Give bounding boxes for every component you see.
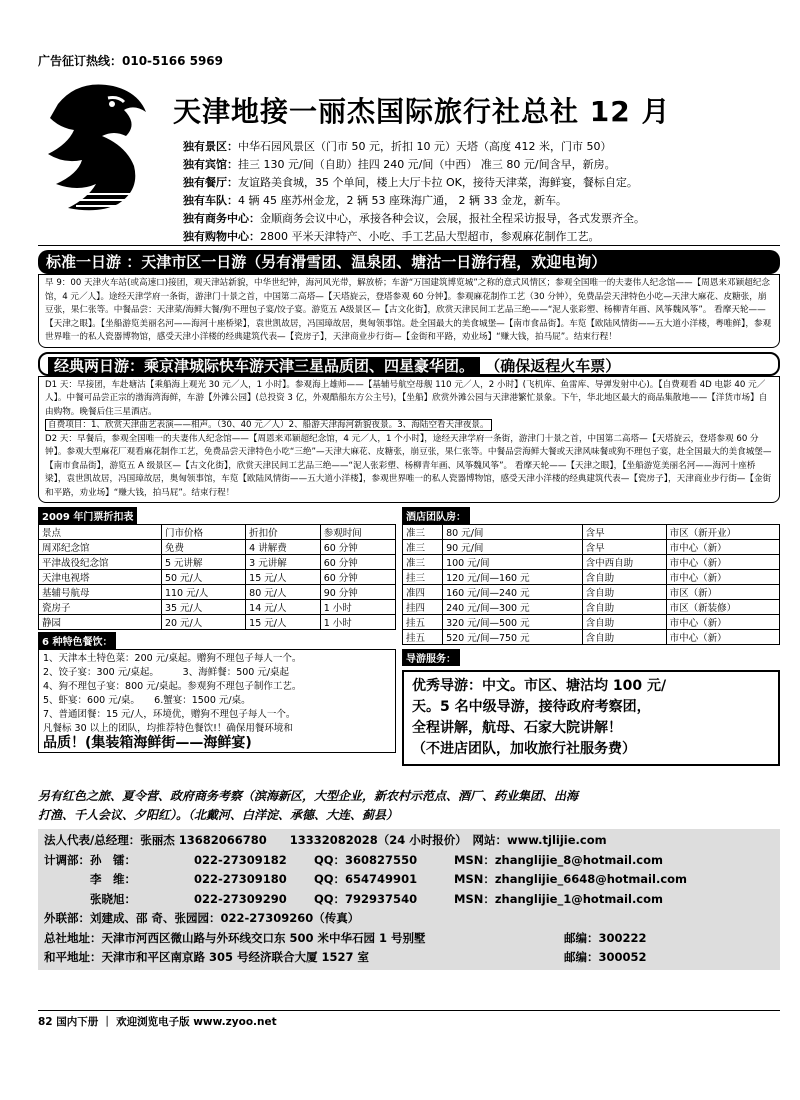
list-item: 7、普通团餐：15 元/人，环境优，赠狗不理包子每人一个。 [43, 709, 296, 720]
text-segment: 中华石园风景区（门市 50 元，折扣 10 元）天塔（高度 412 米，门市 50） [238, 140, 612, 153]
table-cell: 90 元/间 [443, 540, 583, 555]
day1-text: D1 天：早接团，车赴塘沽【乘船海上观光 30 元／人，1 小时】。参观海上雄师——【基辅号航空母舰 110 元／人，2 小时】(飞机库、鱼雷库、导弹发射中心)。【自费观看 4D 电影 40 元／人】。中餐可品尝正宗的渤海湾海鲜，车游【外滩公园】(总投资 3 亿，外观酷船东方公主号)，【坐船】欣赏外滩公园与天津港繁忙景象。下午，华北地区最大的商品集散地——【洋货市场】自由购物。晚餐后住三星酒店。 [45, 379, 768, 417]
table-cell: 含中西自助 [582, 555, 666, 570]
table-header-row [39, 525, 396, 540]
table-cell: 瓷房子 [39, 600, 162, 615]
two-day-tour-title [38, 352, 780, 376]
text-segment: 独有购物中心： [183, 230, 260, 243]
one-day-tour-title: 标准一日游 ：天津市区一日游（另有滑雪团、温泉团、塘沽一日游行程，欢迎电询） [38, 250, 780, 274]
table-cell: 平津战役纪念馆 [39, 555, 162, 570]
feature-fleet [183, 192, 773, 208]
text-segment: 022-27309182 [194, 852, 287, 867]
table-cell: 4 讲解费 [246, 540, 321, 555]
table-row [39, 600, 396, 615]
dragon-logo-icon [38, 74, 158, 214]
header [38, 68, 780, 246]
table-cell: 含早 [582, 525, 666, 540]
text-segment: 计调部：孙 镭： [44, 852, 136, 867]
table-cell: 含自助 [582, 600, 666, 615]
text-segment: 和平地址：天津市和平区南京路 305 号经济联合大厦 1527 室 [44, 950, 370, 964]
list-item: 凡餐标 30 以上的团队，均推荐特色餐饮!！确保用餐环境和 [43, 723, 293, 734]
table-row [39, 585, 396, 600]
table-cell: 准三 [403, 525, 443, 540]
page-footer: 82 国内下册 ｜ 欢迎浏览电子版 www.zyoo.net [38, 1010, 780, 1029]
table-cell: 市区（新装修） [666, 600, 779, 615]
table-row [403, 600, 780, 615]
text-segment: MSN：zhanglijie_1@hotmail.com [454, 891, 664, 906]
ad-hotline: 广告征订热线：010-5166 5969 [38, 54, 224, 68]
planner-row [44, 870, 774, 890]
planner-row [44, 890, 774, 910]
text-segment: 独有景区： [183, 140, 238, 153]
table-row [403, 585, 780, 600]
left-column [38, 507, 396, 777]
table-cell: 含早 [582, 540, 666, 555]
list-item: 2、饺子宴：300 元/桌起。 3、海鲜餐：500 元/桌起 [43, 667, 290, 678]
other-services [38, 787, 780, 825]
meals-list [38, 649, 396, 753]
text-segment: 022-27309290 [194, 891, 287, 906]
text-segment: 2800 平米天津特产、小吃、手工艺品大型超市，参观麻花制作工艺。 [260, 230, 600, 243]
two-day-tour-body [38, 376, 780, 504]
guide-line: （不进店团队，加收旅行社服务费） [412, 741, 636, 757]
text-segment: 独有餐厅： [183, 176, 238, 189]
text-segment: 4 辆 45 座苏州金龙，2 辆 53 座珠海广通， 2 辆 33 金龙，新车。 [238, 194, 567, 207]
table-cell: 3 元讲解 [246, 555, 321, 570]
feature-shopping [183, 228, 773, 244]
header-cell: 参观时间 [320, 525, 395, 540]
outreach: 外联部：刘建成、邵 奇、张园园：022-27309260（传真） [44, 911, 360, 925]
table-cell: 准四 [403, 585, 443, 600]
text-segment: QQ：654749901 [314, 872, 418, 886]
one-day-tour-body [38, 274, 780, 348]
other-line: 打渔、千人会议、夕阳红）。（北戴河、白洋淀、承德、大连、蓟县） [38, 808, 399, 822]
text-segment: MSN：zhanglijie_8@hotmail.com [454, 852, 664, 867]
table-cell: 15 元/人 [246, 570, 321, 585]
table-cell: 60 分钟 [320, 555, 395, 570]
table-cell: 免费 [161, 540, 245, 555]
table-cell: 100 元/间 [443, 555, 583, 570]
guide-box [402, 670, 780, 766]
table-cell: 市中心（新） [666, 630, 779, 645]
table-row [39, 615, 396, 630]
branch-address [44, 948, 774, 968]
table-cell: 520 元/间—750 元 [443, 630, 583, 645]
right-column [402, 507, 780, 777]
text-segment: 友谊路美食城，35 个单间，楼上大厅卡拉 OK，接待天津菜，海鲜宴，餐标自定。 [238, 176, 638, 189]
page [38, 52, 780, 970]
two-day-tour-title-main: 经典两日游：乘京津城际快车游天津三星品质团、四星豪华团。 [48, 357, 480, 375]
table-cell: 110 元/人 [161, 585, 245, 600]
table-cell: 含自助 [582, 585, 666, 600]
table-cell: 240 元/间—300 元 [443, 600, 583, 615]
table-cell: 市中心（新） [666, 615, 779, 630]
two-day-tour-title-note: （确保返程火车票） [485, 356, 621, 375]
table-cell: 挂四 [403, 600, 443, 615]
table-cell: 80 元/人 [246, 585, 321, 600]
table-cell: 含自助 [582, 630, 666, 645]
list-item: 5、虾宴：600 元/桌。 6.蟹宴：1500 元/桌。 [43, 695, 251, 706]
text-segment: 金顺商务会议中心，承接各种会议，会展，报社全程采访报导，各式发票齐全。 [260, 212, 645, 225]
table-cell: 90 分钟 [320, 585, 395, 600]
table-cell: 15 元/人 [246, 615, 321, 630]
table-cell: 5 元讲解 [161, 555, 245, 570]
text-segment: 挂三 130 元/间（自助）挂四 240 元/间（中西） 准三 80 元/间含早，新房。 [238, 158, 616, 171]
table-cell: 挂五 [403, 615, 443, 630]
feature-scenic [183, 138, 773, 154]
table-cell: 80 元/间 [443, 525, 583, 540]
page-title: 天津地接一丽杰国际旅行社总社 12 月 [173, 95, 671, 128]
feature-hotel [183, 156, 773, 172]
feature-restaurant [183, 174, 773, 190]
list-item: 1、天津本土特色菜：200 元/桌起。赠狗不理包子每人一个。 [43, 653, 302, 664]
table-row [403, 555, 780, 570]
other-line: 另有红色之旅、夏令营、政府商务考察（滨海新区，大型企业，新农村示范点、酒厂、药业集团、出海 [38, 789, 579, 803]
hq-address [44, 929, 774, 949]
hotel-table [402, 524, 780, 645]
table-cell: 1 小时 [320, 600, 395, 615]
text-segment: 总社地址：天津市河西区微山路与外环线交口东 500 米中华石园 1 号别墅 [44, 930, 426, 945]
text-segment: 邮编：300222 [564, 930, 647, 945]
text-segment: 独有宾馆： [183, 158, 238, 171]
lower-section [38, 507, 780, 777]
table-cell: 准三 [403, 555, 443, 570]
guide-line: 全程讲解，航母、石家大院讲解！ [412, 720, 622, 736]
table-cell: 14 元/人 [246, 600, 321, 615]
list-item: 4、狗不理包子宴：800 元/桌起。参观狗不理包子制作工艺。 [43, 681, 302, 692]
table-row [403, 570, 780, 585]
feature-business [183, 210, 773, 226]
header-cell: 折扣价 [246, 525, 321, 540]
text-segment: 022-27309180 [194, 872, 287, 886]
table-row [403, 615, 780, 630]
table-cell: 120 元/间—160 元 [443, 570, 583, 585]
contacts-block [38, 829, 780, 970]
table-cell: 市区（新） [666, 585, 779, 600]
text-segment: QQ：792937540 [314, 891, 418, 906]
table-cell: 市区（新开业） [666, 525, 779, 540]
table-cell: 市中心（新） [666, 555, 779, 570]
table-cell: 320 元/间—500 元 [443, 615, 583, 630]
table-row [403, 540, 780, 555]
table-cell: 60 分钟 [320, 570, 395, 585]
table-cell: 市中心（新） [666, 540, 779, 555]
planner-row [44, 851, 774, 871]
table-cell: 含自助 [582, 615, 666, 630]
legal-rep: 法人代表/总经理：张丽杰 13682066780 13332082028（24 小时报价） 网站：www.tjlijie.com [44, 833, 607, 847]
table-cell: 基辅号航母 [39, 585, 162, 600]
ticket-table-title: 2009 年门票折扣表 [38, 507, 137, 524]
table-row [39, 555, 396, 570]
guide-title: 导游服务： [402, 649, 460, 666]
table-cell: 准三 [403, 540, 443, 555]
table-cell: 挂五 [403, 630, 443, 645]
seafood-highlight: 品质！(集装箱海鲜街——海鲜宴) [43, 735, 252, 751]
table-cell: 1 小时 [320, 615, 395, 630]
day2-text: D2 天：早餐后，参观全国唯一的夫妻伟人纪念馆——【周恩来邓颖超纪念馆，4 元／人，1 个小时】，途经天津学府一条街，游津门十景之首，中国第二高塔—【天塔旋云，登塔参观 60 分钟】。参观大型麻花厂观看麻花制作工艺，免费品尝天津特色小吃“三绝”—天津大麻花、皮糖张，崩豆张，果仁张等。中餐品尝海鲜大餐或天津风味餐或狗不理包子宴，赴全国最大的美食城堡—【南市食品街】，游览五 A 级景区—【古文化街】，欣赏天津民间工艺品三绝——“泥人张彩塑、杨柳青年画、风筝魏风筝”。 看摩天轮——【天津之眼】，【坐船游览美丽名河——海河十座桥梁】，袁世凯故居，冯国璋故居，奥匈领事馆，车览【欧陆风情街——五大道小洋楼】，参观世界唯一的私人瓷器博物馆，感受天津小洋楼的经典建筑代表—【瓷房子】，天津商业步行街—【金街和平路，劝业场】“赚大钱，拍马屁”。结束行程！ [45, 433, 772, 498]
text-segment: 李 维： [44, 872, 136, 886]
table-row [39, 540, 396, 555]
hotel-table-title: 酒店团队房： [402, 507, 470, 524]
table-cell: 160 元/间—240 元 [443, 585, 583, 600]
table-row [403, 630, 780, 645]
text-segment: QQ：360827550 [314, 852, 418, 867]
table-cell: 20 元/人 [161, 615, 245, 630]
table-cell: 35 元/人 [161, 600, 245, 615]
table-cell: 市中心（新） [666, 570, 779, 585]
table-row [39, 570, 396, 585]
table-row [403, 525, 780, 540]
table-cell: 60 分钟 [320, 540, 395, 555]
header-cell: 景点 [39, 525, 162, 540]
text-segment: 独有车队： [183, 194, 238, 207]
table-cell: 50 元/人 [161, 570, 245, 585]
header-cell: 门市价格 [161, 525, 245, 540]
table-cell: 天津电视塔 [39, 570, 162, 585]
self-pay-items: 自费项目：1、欣赏天津曲艺表演——相声。（30、40 元／人）2、船游天津海河新貌夜景。3、海陆空看天津夜景。 [45, 419, 492, 431]
text-segment: 张晓旭： [44, 891, 136, 906]
table-cell: 挂三 [403, 570, 443, 585]
meals-title: 6 种特色餐饮： [38, 632, 116, 649]
one-day-tour-text: 早 9：00 天津火车站(或高速口)接团，观天津站新貌，中华世纪钟，海河风光带，解放桥；车游“万国建筑博览城”之称的意式风情区；参观全国唯一的夫妻伟人纪念馆——【周恩来邓颖超纪念馆，4 元／人】。途经天津学府一条街，游津门十景之首，中国第二高塔—【天塔旋云，登塔参观 60 分钟】。参观麻花制作工艺（30 分钟），免费品尝天津特色小吃—天津大麻花、皮糖张，崩豆张，果仁张等。中餐品尝：天津菜/海鲜大餐/狗不理包子宴/饺子宴。游览五 A级景区—【古文化街】，欣赏天津民间工艺品三绝——“泥人张彩塑、杨柳青年画、风筝魏风筝”。 看摩天轮——【天津之眼】。【坐船游览美丽名河——海河十座桥梁】，袁世凯故居，冯国璋故居，奥匈领事馆。赴全国最大的美食城堡—【南市食品街】。车览【欧陆风情街——五大道小洋楼，粤唯鲜】，参观世界唯一的私人瓷器博物馆，感受天津小洋楼的经典建筑代表—【瓷房子】，天津商业步行街—【金街和平路，劝业场】“赚大钱，拍马屁”。结束行程！ [45, 278, 772, 342]
text-segment: MSN：zhanglijie_6648@hotmail.com [454, 872, 688, 886]
table-cell: 含自助 [582, 570, 666, 585]
guide-line: 天。5 名中级导游，接待政府考察团， [412, 699, 651, 715]
text-segment: 独有商务中心： [183, 212, 260, 225]
ticket-table [38, 524, 396, 630]
table-cell: 静园 [39, 615, 162, 630]
table-cell: 周邓纪念馆 [39, 540, 162, 555]
guide-line: 优秀导游：中文。市区、塘沽均 100 元/ [412, 678, 667, 694]
text-segment: 邮编：300052 [564, 950, 647, 964]
